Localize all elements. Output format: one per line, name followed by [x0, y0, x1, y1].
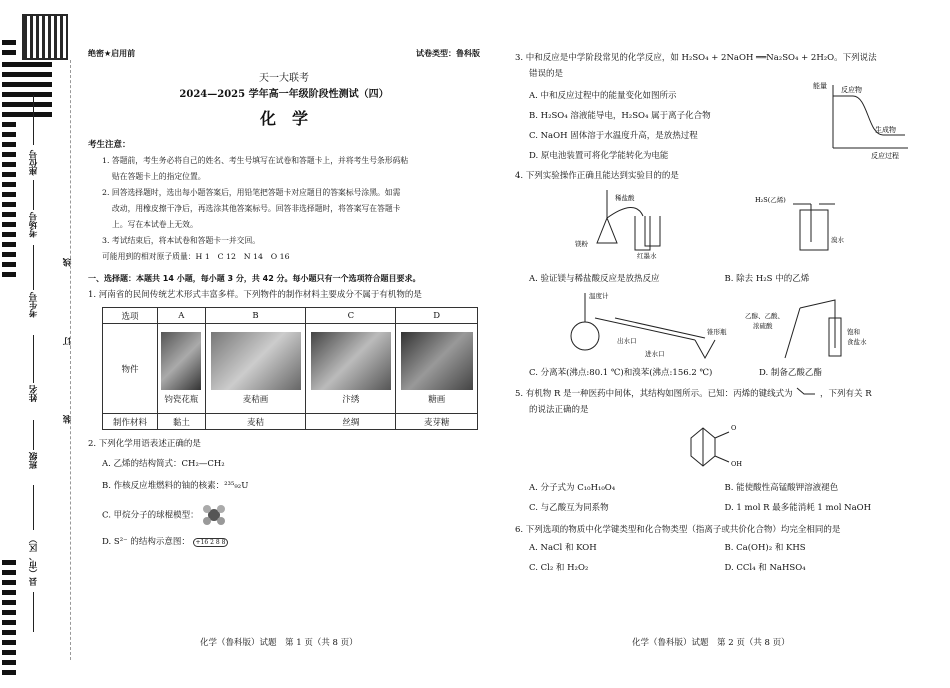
th-option: 选项 [103, 308, 158, 324]
mark-bind: 订 [63, 337, 73, 346]
q5-stem-cont: ，下列有关 R [820, 389, 872, 399]
energy-xlabel: 反应过程 [871, 152, 899, 160]
q2-option-c: C. 甲烷分子的球棍模型： [102, 510, 199, 521]
item-d: 糖画 [428, 395, 446, 405]
apparatus-c [555, 288, 735, 364]
embroidery-image [311, 332, 391, 390]
q3-stem-cont: 错误的是 [529, 69, 564, 79]
energy-product: 生成物 [875, 126, 896, 134]
field-seat: 座位号 [29, 150, 39, 176]
exam-name: 2024—2025 学年高一年级阶段性测试（四） [179, 89, 389, 100]
q5-stem: 5. 有机物 R 是一种医药中间体，其结构如图所示。已知：丙烯的键线式为 [515, 389, 793, 399]
propene-line-icon [795, 386, 817, 396]
q6-option-b: B. Ca(OH)₂ 和 KHS [724, 543, 806, 553]
field-county: 县（市、区） [29, 535, 39, 586]
section-title: 一、选择题：本题共 14 小题，每小题 3 分，共 42 分。每小题只有一个选项符合题目要求。 [88, 274, 421, 283]
notice-line: 可能用到的相对原子质量：H 1 C 12 N 14 O 16 [102, 252, 290, 261]
row-label-item: 物件 [103, 324, 158, 414]
q5-option-b: B. 能使酸性高锰酸钾溶液褪色 [724, 483, 839, 493]
q4-option-d: D. 制备乙酸乙酯 [759, 368, 822, 378]
notice-title: 考生注意： [88, 140, 131, 150]
footer-page-2: 化学（鲁科版）试题 第 2 页（共 8 页） [632, 638, 790, 648]
q4-stem: 4. 下列实验操作正确且能达到实验目的的是 [515, 171, 679, 181]
porcelain-vase-image [161, 332, 201, 390]
label-saturated: 饱和 [847, 328, 860, 336]
binding-strip [0, 0, 80, 688]
q4-option-b: B. 除去 H₂S 中的乙烯 [724, 274, 810, 284]
page-1 [88, 48, 480, 551]
label-hcl: 稀盐酸 [615, 194, 635, 202]
label-red-ink: 红墨水 [637, 252, 657, 260]
q6-option-d: D. CCl₄ 和 NaHSO₄ [724, 563, 806, 573]
th-c: C [306, 308, 396, 324]
q4-option-c: C. 分离苯(沸点:80.1 ℃)和溴苯(沸点:156.2 ℃) [529, 368, 713, 378]
methane-ball-stick-icon [201, 504, 227, 526]
field-room: 考场号 [29, 212, 39, 238]
field-class: 班级 [29, 452, 39, 469]
paper-type: 试卷类型：鲁科版 [416, 49, 480, 58]
subject-title: 化 学 [259, 109, 308, 128]
label-h2so4: 浓硫酸 [753, 322, 773, 330]
item-b: 麦秸画 [242, 395, 269, 405]
notice-line: 1. 答题前，考生务必将自己的姓名、考生号填写在试卷和答题卡上，并将考生号条形码粘 [102, 156, 409, 165]
row-label-material: 制作材料 [103, 414, 158, 430]
mark-pack: 装 [63, 415, 73, 424]
th-a: A [158, 308, 206, 324]
q3-option-b: B. H₂SO₄ 溶液能导电，H₂SO₄ 属于离子化合物 [529, 111, 711, 121]
q1-stem: 1. 河南省的民间传统艺术形式丰富多样。下列物件的制作材料主要成分不属于有机物的是 [88, 290, 422, 300]
notice-line: 上。写在本试卷上无效。 [112, 220, 198, 229]
exam-org: 天一大联考 [259, 73, 309, 84]
q6-option-c: C. Cl₂ 和 H₂O₂ [529, 563, 589, 573]
q2-stem: 2. 下列化学用语表述正确的是 [88, 439, 201, 449]
q6-stem: 6. 下列选项的物质中化学键类型和化合物类型（指离子或共价化合物）均完全相同的是 [515, 525, 841, 535]
label-water-in: 进水口 [645, 350, 665, 358]
label-reagents: 乙醇、乙酸、 [745, 312, 784, 320]
item-a: 钧瓷花瓶 [164, 395, 199, 405]
q3-option-c: C. NaOH 固体溶于水温度升高，是放热过程 [529, 131, 698, 141]
energy-ylabel: 能量 [813, 82, 827, 90]
notice-line: 2. 回答选择题时，选出每小题答案后，用铅笔把答题卡对应题目的答案标号涂黑。如需 [102, 188, 401, 197]
q2-option-d: D. S²⁻ 的结构示意图： [102, 537, 190, 547]
q2-option-b: B. 作核反应堆燃料的铀的核素：²³⁵₉₂U [102, 481, 249, 491]
q2-option-a: A. 乙烯的结构简式：CH₂—CH₂ [102, 459, 225, 469]
apparatus-d [745, 288, 895, 364]
label-water-out: 出水口 [617, 337, 637, 345]
q3-option-d: D. 原电池装置可将化学能转化为电能 [529, 151, 669, 161]
field-name: 姓名 [29, 385, 39, 402]
th-d: D [396, 308, 478, 324]
q3-option-a: A. 中和反应过程中的能量变化如图所示 [529, 91, 677, 101]
material-d: 麦芽糖 [396, 414, 478, 430]
footer-page-1: 化学（鲁科版）试题 第 1 页（共 8 页） [200, 638, 358, 648]
q3-stem: 3. 中和反应是中学阶段常见的化学反应，如 H₂SO₄ + 2NaOH ══Na₂SO₄ + 2H₂O。下列说法 [515, 53, 877, 63]
q5-stem-2: 的说法正确的是 [529, 405, 589, 415]
q1-table [102, 307, 478, 430]
straw-painting-image [211, 332, 301, 390]
material-a: 黏土 [158, 414, 206, 430]
q5-option-a: A. 分子式为 C₁₀H₁₀O₄ [529, 483, 616, 493]
th-b: B [205, 308, 306, 324]
q5-option-d: D. 1 mol R 最多能消耗 1 mol NaOH [724, 503, 872, 513]
q6-option-a: A. NaCl 和 KOH [529, 543, 597, 553]
compound-r-structure [683, 418, 763, 476]
notice-line: 贴在答题卡上的指定位置。 [112, 172, 206, 181]
sulfide-structure-diagram: +16 2 8 8 [193, 538, 229, 547]
label-thermometer: 温度计 [589, 292, 609, 300]
mark-line: 线 [63, 258, 73, 267]
page-2 [515, 50, 920, 578]
apparatus-b [755, 192, 865, 264]
label-bromine-water: 溴水 [831, 236, 844, 244]
energy-diagram [813, 80, 913, 160]
sugar-painting-image [401, 332, 473, 390]
qr-code [22, 14, 68, 60]
label-h2s: H₂S(乙烯) [755, 196, 786, 204]
material-c: 丝绸 [306, 414, 396, 430]
q5-option-c: C. 与乙酸互为同系物 [529, 503, 609, 513]
item-c: 汴绣 [342, 395, 360, 405]
label-oh: OH [731, 460, 742, 468]
q4-option-a: A. 验证镁与稀盐酸反应是放热反应 [529, 274, 660, 284]
secret-label: 绝密★启用前 [88, 49, 136, 58]
apparatus-a [575, 188, 685, 260]
field-examinee-no: 考生号 [29, 292, 39, 318]
notice-line: 改动，用橡皮擦干净后，再选涂其他答案标号。回答非选择题时，将答案写在答题卡 [112, 204, 401, 213]
label-brine: 食盐水 [847, 338, 867, 346]
energy-reactant: 反应物 [841, 86, 862, 94]
label-o: O [731, 424, 737, 432]
notice-line: 3. 考试结束后，将本试卷和答题卡一并交回。 [102, 236, 261, 245]
material-b: 麦秸 [205, 414, 306, 430]
label-flask: 锥形瓶 [707, 328, 727, 336]
label-mg: 镁粉 [575, 240, 588, 248]
